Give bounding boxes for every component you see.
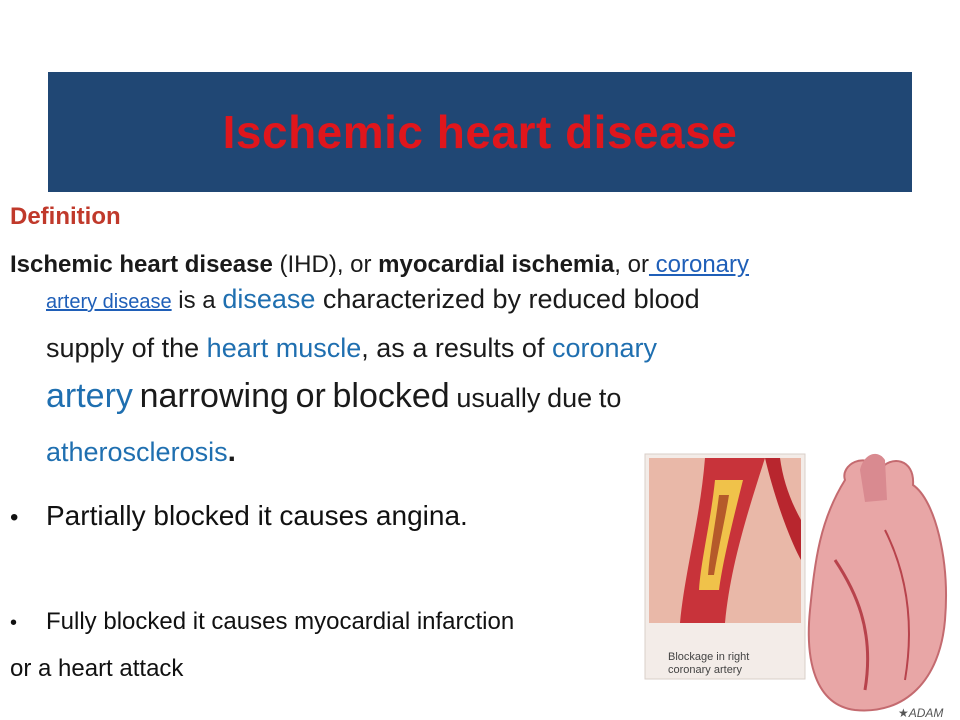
paragraph-line-1 — [10, 248, 902, 282]
word: of — [131, 333, 155, 363]
word: blocked — [332, 377, 450, 415]
word: of — [521, 333, 545, 363]
word: a — [412, 333, 428, 363]
caption-line: coronary artery — [668, 664, 742, 676]
bullet-text: Fully blocked it causes myocardial infarction — [46, 608, 515, 635]
slide-title: Ischemic heart disease — [222, 106, 738, 158]
term-atherosclerosis: atherosclerosis — [46, 437, 228, 467]
text-fragment: (IHD), or — [272, 251, 379, 278]
word: as — [376, 333, 405, 363]
bullet-icon: • — [10, 612, 18, 634]
bullet-item-angina — [10, 500, 468, 532]
trailing-text: or a heart attack — [10, 655, 184, 682]
word: or — [295, 377, 326, 415]
image-caption — [668, 651, 788, 677]
text-fragment: characterized by reduced blood — [315, 284, 700, 314]
bullet-item-infarction — [10, 608, 514, 636]
text-fragment: is a — [171, 287, 223, 314]
word: usually — [456, 383, 541, 413]
comma: , — [361, 333, 369, 363]
coronary-link-part1[interactable]: coronary — [648, 251, 750, 278]
text-fragment: , or — [614, 251, 649, 278]
title-banner — [48, 72, 912, 192]
word: due — [547, 383, 593, 413]
word: supply — [46, 333, 125, 363]
coronary-link-part2[interactable]: artery disease — [46, 291, 172, 313]
paragraph-line-4 — [10, 379, 902, 417]
definition-paragraph — [10, 248, 902, 469]
term-myocardial-ischemia: myocardial ischemia — [378, 251, 615, 278]
word: narrowing — [139, 377, 289, 415]
term-disease: disease — [222, 284, 316, 314]
heart-artery-illustration — [615, 440, 960, 720]
caption-line: Blockage in right — [668, 651, 750, 663]
definition-heading: Definition — [10, 203, 121, 230]
term-coronary: coronary — [551, 333, 658, 363]
period: . — [227, 435, 236, 468]
word: to — [598, 383, 622, 413]
paragraph-line-2 — [10, 282, 902, 319]
paragraph-line-3 — [10, 331, 902, 365]
adam-logo: ★ADAM — [898, 706, 944, 720]
term-heart-muscle: heart muscle — [206, 333, 362, 363]
word: the — [161, 333, 200, 363]
term-heart-muscle-group — [207, 333, 369, 363]
word: results — [434, 333, 515, 363]
bullet-text: Partially blocked it causes angina. — [46, 500, 468, 531]
term-ihd: Ischemic heart disease — [10, 251, 273, 278]
term-artery: artery — [46, 377, 133, 415]
aorta-icon — [860, 454, 887, 502]
bullet-icon: • — [10, 504, 19, 531]
